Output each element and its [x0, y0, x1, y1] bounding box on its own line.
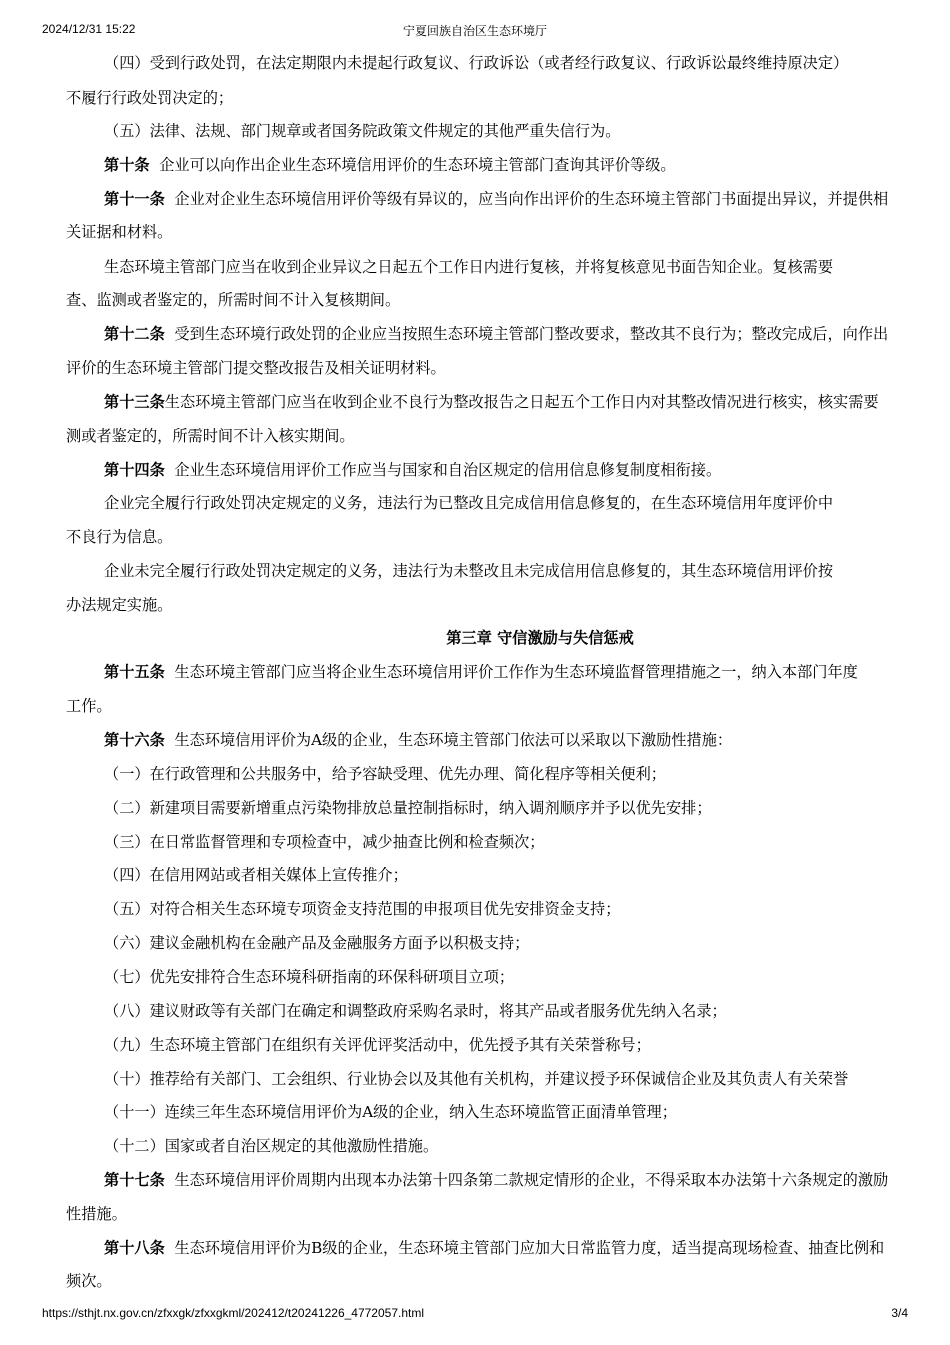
article-13-cont: 测或者鉴定的，所需时间不计入核实期间。 [66, 427, 355, 445]
article-17-cont: 性措施。 [66, 1205, 127, 1223]
article-11-cont: 关证据和材料。 [66, 223, 173, 241]
article-label: 第十七条 [104, 1171, 165, 1189]
article-text: 生态环境信用评价周期内出现本办法第十四条第二款规定情形的企业，不得采取本办法第十六条规定的激励 [174, 1171, 889, 1189]
paragraph-item-5: （五）法律、法规、部门规章或者国务院政策文件规定的其他严重失信行为。 [104, 122, 621, 140]
article-label: 第十一条 [104, 190, 165, 208]
article-14-p2: 企业完全履行行政处罚决定规定的义务，违法行为已整改且完成信用信息修复的，在生态环境信用年度评价中 [104, 494, 833, 512]
list-item: （十）推荐给有关部门、工会组织、行业协会以及其他有关机构，并建议授予环保诚信企业及其负责人有关荣誉 [104, 1070, 849, 1088]
article-label: 第十三条 [104, 393, 165, 411]
article-17 [104, 1170, 908, 1190]
list-item: （二）新建项目需要新增重点污染物排放总量控制指标时，纳入调剂顺序并予以优先安排； [104, 799, 712, 817]
article-18-cont: 频次。 [66, 1272, 112, 1290]
article-15 [104, 662, 908, 682]
article-10 [104, 155, 676, 175]
article-text: 生态环境信用评价为B级的企业，生态环境主管部门应加大日常监管力度，适当提高现场检查、抽查比例和 [174, 1239, 885, 1257]
article-14-p3-cont: 办法规定实施。 [66, 596, 173, 614]
article-14 [104, 460, 721, 480]
list-item: （一）在行政管理和公共服务中，给予容缺受理、优先办理、简化程序等相关便利； [104, 765, 666, 783]
article-11-p2: 生态环境主管部门应当在收到企业异议之日起五个工作日内进行复核，并将复核意见书面告知企业。复核需要 [104, 258, 833, 276]
page-url[interactable]: https://sthjt.nx.gov.cn/zfxxgk/zfxxgkml/202412/t20241226_4772057.html [42, 1306, 425, 1320]
article-14-p3: 企业未完全履行行政处罚决定规定的义务，违法行为未整改且未完成信用信息修复的，其生态环境信用评价按 [104, 562, 833, 580]
print-datetime: 2024/12/31 15:22 [42, 22, 136, 36]
list-item: （十一）连续三年生态环境信用评价为A级的企业，纳入生态环境监管正面清单管理； [104, 1103, 677, 1121]
article-text: 企业生态环境信用评价工作应当与国家和自治区规定的信用信息修复制度相衔接。 [174, 461, 722, 479]
list-item: （五）对符合相关生态环境专项资金支持范围的申报项目优先安排资金支持； [104, 900, 621, 918]
list-item: （三）在日常监督管理和专项检查中，减少抽查比例和检查频次； [104, 833, 545, 851]
article-14-p2-cont: 不良行为信息。 [66, 528, 173, 546]
article-11-p2-cont: 查、监测或者鉴定的，所需时间不计入复核期间。 [66, 291, 401, 309]
list-item: （八）建议财政等有关部门在确定和调整政府采购名录时，将其产品或者服务优先纳入名录； [104, 1002, 727, 1020]
chapter-3-heading: 第三章 守信激励与失信惩戒 [446, 629, 634, 647]
article-16 [104, 730, 732, 750]
article-label: 第十条 [104, 156, 150, 174]
article-12 [104, 324, 908, 344]
list-item: （七）优先安排符合生态环境科研指南的环保科研项目立项； [104, 968, 515, 986]
article-text: 受到生态环境行政处罚的企业应当按照生态环境主管部门整改要求，整改其不良行为；整改完成后，向作出 [174, 325, 889, 343]
article-13 [104, 392, 908, 412]
article-label: 第十四条 [104, 461, 165, 479]
page-number: 3/4 [891, 1306, 908, 1320]
list-item: （四）在信用网站或者相关媒体上宣传推介； [104, 866, 408, 884]
article-text: 企业对企业生态环境信用评价等级有异议的，应当向作出评价的生态环境主管部门书面提出异议，并提供相 [174, 190, 889, 208]
article-text: 生态环境信用评价为A级的企业，生态环境主管部门依法可以采取以下激励性措施： [174, 731, 733, 749]
list-item: （十二）国家或者自治区规定的其他激励性措施。 [104, 1137, 439, 1155]
article-text: 生态环境主管部门应当在收到企业不良行为整改报告之日起五个工作日内对其整改情况进行核实，核实需要 [164, 393, 879, 411]
article-12-cont: 评价的生态环境主管部门提交整改报告及相关证明材料。 [66, 359, 446, 377]
article-label: 第十六条 [104, 731, 165, 749]
article-text: 生态环境主管部门应当将企业生态环境信用评价工作作为生态环境监督管理措施之一，纳入本部门年度 [174, 663, 858, 681]
article-18 [104, 1238, 908, 1258]
article-label: 第十八条 [104, 1239, 165, 1257]
article-label: 第十五条 [104, 663, 165, 681]
article-label: 第十二条 [104, 325, 165, 343]
article-11 [104, 189, 908, 209]
site-title: 宁夏回族自治区生态环境厅 [402, 24, 547, 38]
paragraph-item-4: （四）受到行政处罚，在法定期限内未提起行政复议、行政诉讼（或者经行政复议、行政诉讼最终维持原决定） [104, 54, 849, 72]
paragraph-item-4-cont: 不履行行政处罚决定的； [66, 89, 234, 107]
list-item: （六）建议金融机构在金融产品及金融服务方面予以积极支持； [104, 934, 530, 952]
article-15-cont: 工作。 [66, 697, 112, 715]
article-text: 企业可以向作出企业生态环境信用评价的生态环境主管部门查询其评价等级。 [159, 156, 676, 174]
list-item: （九）生态环境主管部门在组织有关评优评奖活动中，优先授予其有关荣誉称号； [104, 1036, 651, 1054]
